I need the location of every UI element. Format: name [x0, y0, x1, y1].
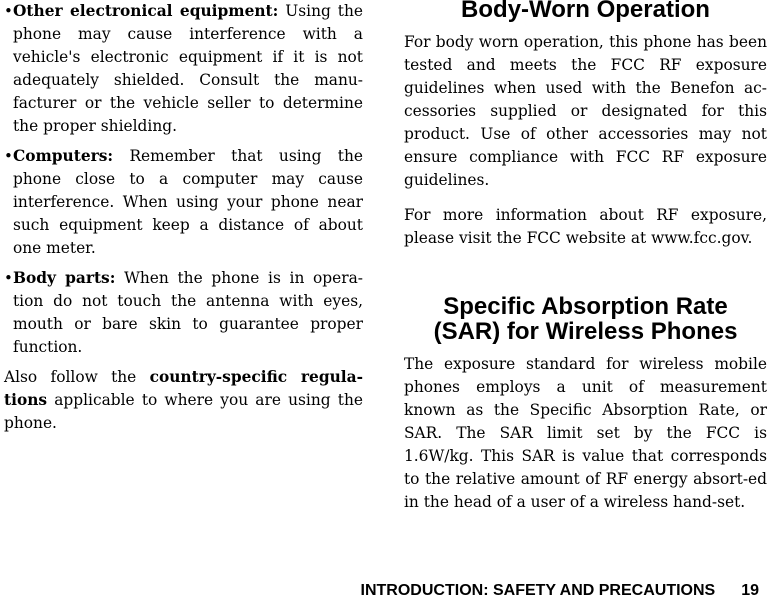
- bullet-computers: [4, 145, 363, 260]
- page-number: 19: [741, 582, 759, 599]
- right-column: [404, 0, 767, 514]
- body-worn-heading: Body-Worn Operation: [461, 0, 710, 23]
- sar-heading-line2: (SAR) for Wireless Phones: [433, 318, 738, 345]
- bullet-dot: •: [4, 147, 13, 165]
- left-column: [4, 0, 363, 435]
- bullet-other-electronical-equipment: [4, 0, 363, 138]
- bullet-dot: •: [4, 269, 13, 287]
- bullet-term: Body parts:: [13, 269, 116, 287]
- body-worn-paragraph: For body worn operation, this phone has been tested and meets the FCC RF exposure guidelines when used with the Benefon ac-cessories supplied or designated for this product. Use of other accessories may not ensure compliance with FCC RF exposure guidelines.: [404, 33, 767, 189]
- also-pre: Also follow the: [4, 368, 137, 386]
- sar-heading: [404, 294, 767, 344]
- sar-paragraph: The exposure standard for wireless mobile phones employs a unit of measurement known as the Specific Absorption Rate, or SAR. The SAR limit set by the FCC is 1.6W/kg. This SAR is value that corresponds to the relative amount of RF energy absort-ed in the head of a user of a wireless hand-set.: [404, 355, 767, 511]
- also-post: applicable to where you are using the phone.: [4, 391, 363, 432]
- rf-exposure-info-paragraph: For more information about RF exposure, please visit the FCC website at www.fcc.gov.: [404, 206, 767, 247]
- sar-heading-line1: Specific Absorption Rate: [443, 293, 728, 320]
- page-footer: [361, 582, 759, 600]
- bullet-body-parts: [4, 267, 363, 359]
- bullet-text: Remember that using the phone close to a computer may cause interference. When using your phone near such equipment keep a distance of about one meter.: [13, 147, 363, 257]
- bullet-term: Computers:: [13, 147, 114, 165]
- country-regulations-paragraph: [4, 366, 363, 435]
- also-bold: country-specific regula-tions: [4, 368, 363, 409]
- bullet-text: When the phone is in opera-tion do not touch the antenna with eyes, mouth or bare skin to guarantee proper function.: [13, 269, 363, 356]
- bullet-dot: •: [4, 2, 13, 20]
- bullet-text: Using the phone may cause interference with a vehicle's electronic equipment if it is not adequately shielded. Consult the manu-facturer or the vehicle seller to determine the proper shielding.: [13, 2, 363, 135]
- footer-section-title: INTRODUCTION: SAFETY AND PRECAUTIONS: [360, 582, 716, 599]
- bullet-term: Other electronical equipment:: [13, 2, 279, 20]
